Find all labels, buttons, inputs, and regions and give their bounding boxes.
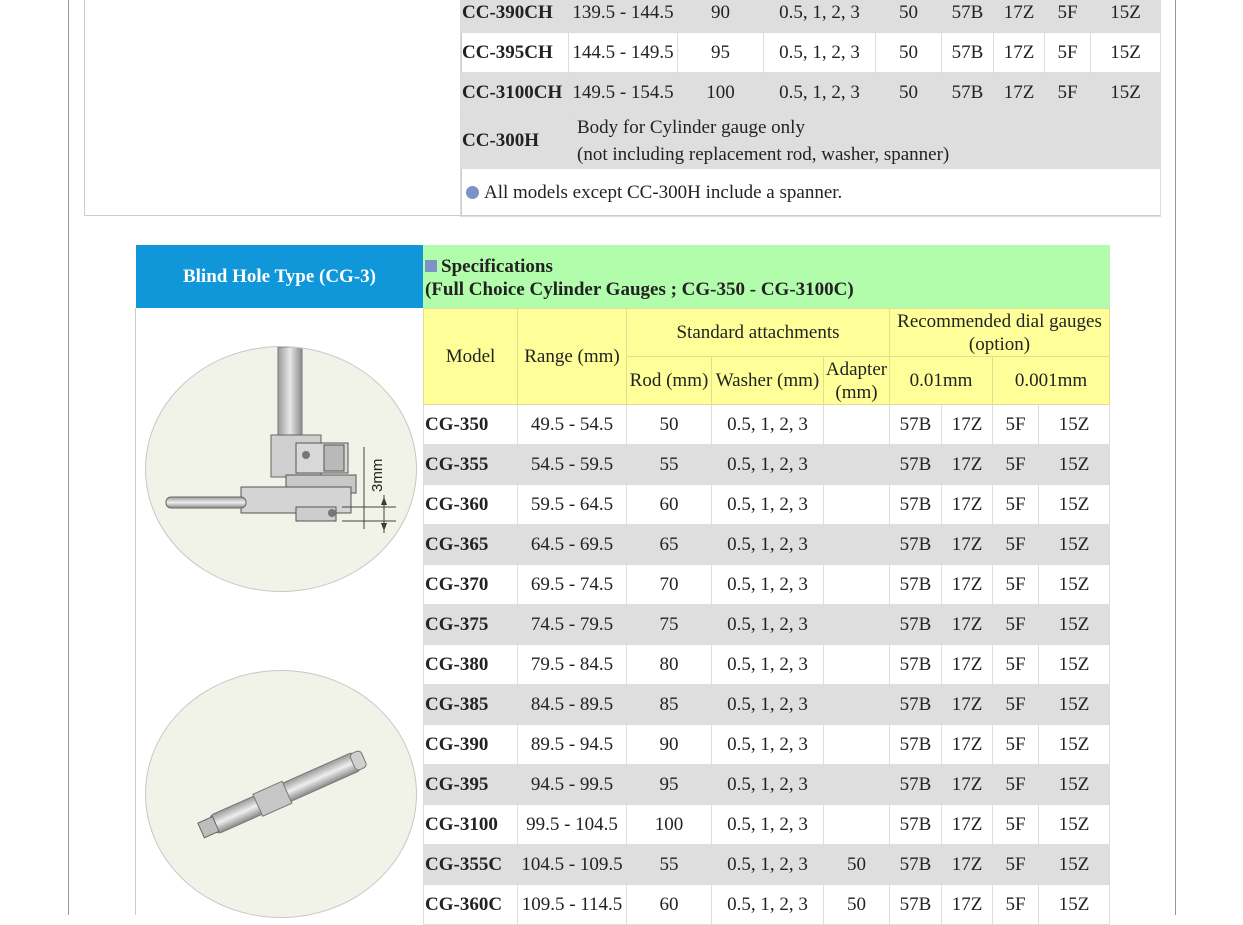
adapter-cell — [824, 525, 890, 565]
table-row — [461, 33, 1161, 73]
g3-cell: 5F — [993, 645, 1039, 685]
range-cell: 109.5 - 114.5 — [518, 885, 627, 925]
washer-cell: 0.5, 1, 2, 3 — [712, 645, 824, 685]
g3-cell: 5F — [1045, 33, 1091, 73]
adapter-cell — [824, 645, 890, 685]
g4-cell: 15Z — [1039, 525, 1110, 565]
range-cell: 89.5 - 94.5 — [518, 725, 627, 765]
specifications-header — [423, 245, 1110, 308]
g2-cell: 17Z — [942, 765, 993, 805]
range-cell: 139.5 - 144.5 — [569, 0, 678, 33]
rod-cell: 70 — [627, 565, 712, 605]
rod-cell: 95 — [627, 765, 712, 805]
g2-cell: 17Z — [942, 565, 993, 605]
range-cell: 99.5 - 104.5 — [518, 805, 627, 845]
g3-cell: 5F — [993, 485, 1039, 525]
g2-cell: 17Z — [942, 525, 993, 565]
g1-cell: 57B — [890, 885, 942, 925]
washer-cell: 0.5, 1, 2, 3 — [712, 525, 824, 565]
table-row-note — [461, 169, 1161, 217]
washer-cell: 0.5, 1, 2, 3 — [712, 885, 824, 925]
rod-cell: 100 — [678, 73, 764, 113]
g4-cell: 15Z — [1039, 845, 1110, 885]
table-row — [424, 645, 1110, 685]
rod-cell: 100 — [627, 805, 712, 845]
table-row — [424, 845, 1110, 885]
model-cell: CG-355 — [424, 445, 518, 485]
g1-cell: 57B — [890, 805, 942, 845]
table-row — [424, 605, 1110, 645]
gauge-rod-drawing — [146, 671, 417, 918]
g1-cell: 57B — [942, 73, 994, 113]
g1-cell: 57B — [890, 765, 942, 805]
adapter-cell — [824, 805, 890, 845]
g1-cell: 57B — [890, 605, 942, 645]
model-cell: CG-385 — [424, 685, 518, 725]
rod-cell: 90 — [627, 725, 712, 765]
table-row — [424, 485, 1110, 525]
adapter-cell — [824, 565, 890, 605]
g1-cell: 57B — [890, 845, 942, 885]
header-row-1 — [424, 309, 1110, 357]
table-row — [424, 765, 1110, 805]
table-row — [424, 445, 1110, 485]
g1-cell: 57B — [890, 445, 942, 485]
gauge-rod-image — [145, 670, 417, 918]
g4-cell: 15Z — [1039, 685, 1110, 725]
adapter-cell — [824, 405, 890, 445]
g1-cell: 57B — [890, 405, 942, 445]
model-cell: CG-380 — [424, 645, 518, 685]
g3-cell: 5F — [993, 765, 1039, 805]
g3-cell: 5F — [993, 405, 1039, 445]
rod-cell: 60 — [627, 885, 712, 925]
table-row — [461, 0, 1161, 33]
g2-cell: 17Z — [942, 485, 993, 525]
header-recommended-line2: (option) — [968, 333, 1031, 355]
washer-cell: 0.5, 1, 2, 3 — [712, 725, 824, 765]
range-cell: 74.5 - 79.5 — [518, 605, 627, 645]
range-cell: 54.5 - 59.5 — [518, 445, 627, 485]
g1-cell: 57B — [890, 485, 942, 525]
g2-cell: 17Z — [994, 33, 1045, 73]
g3-cell: 5F — [993, 805, 1039, 845]
g2-cell: 17Z — [942, 645, 993, 685]
range-cell: 84.5 - 89.5 — [518, 685, 627, 725]
rod-cell: 80 — [627, 645, 712, 685]
table-row — [424, 885, 1110, 925]
header-recommended — [890, 309, 1110, 357]
table-row — [424, 685, 1110, 725]
g4-cell: 15Z — [1039, 605, 1110, 645]
header-res-0001: 0.001mm — [993, 357, 1110, 405]
product-images-column — [135, 308, 423, 915]
g4-cell: 15Z — [1091, 0, 1161, 33]
gauge-head-image — [145, 346, 417, 592]
washer-cell: 0.5, 1, 2, 3 — [712, 685, 824, 725]
range-cell: 104.5 - 109.5 — [518, 845, 627, 885]
adapter-cell — [824, 725, 890, 765]
g3-cell: 5F — [993, 525, 1039, 565]
rod-cell: 95 — [678, 33, 764, 73]
table-row — [424, 725, 1110, 765]
cc-series-table — [460, 0, 1161, 217]
model-cell: CC-3100CH — [461, 73, 569, 113]
adapter-cell — [824, 605, 890, 645]
range-cell: 49.5 - 54.5 — [518, 405, 627, 445]
g2-cell: 17Z — [942, 725, 993, 765]
model-cell: CC-390CH — [461, 0, 569, 33]
adapter-cell — [824, 485, 890, 525]
table-row-body — [461, 113, 1161, 169]
adapter-cell — [824, 445, 890, 485]
g1-cell: 57B — [890, 645, 942, 685]
g4-cell: 15Z — [1039, 805, 1110, 845]
rod-cell: 55 — [627, 445, 712, 485]
adapter-cell: 50 — [824, 845, 890, 885]
range-cell: 69.5 - 74.5 — [518, 565, 627, 605]
model-cell: CG-375 — [424, 605, 518, 645]
spec-subtitle: (Full Choice Cylinder Gauges ; CG-350 - CG-3100C) — [425, 279, 854, 300]
g4-cell: 15Z — [1039, 485, 1110, 525]
g4-cell: 15Z — [1091, 33, 1161, 73]
g2-cell: 17Z — [994, 73, 1045, 113]
g3-cell: 5F — [993, 565, 1039, 605]
g2-cell: 17Z — [942, 685, 993, 725]
washer-cell: 0.5, 1, 2, 3 — [712, 485, 824, 525]
blind-hole-header — [136, 245, 423, 308]
rod-cell: 60 — [627, 485, 712, 525]
model-cell: CG-3100 — [424, 805, 518, 845]
g1-cell: 57B — [890, 725, 942, 765]
adapter-cell: 50 — [824, 885, 890, 925]
adapter-cell: 50 — [876, 0, 942, 33]
g2-cell: 17Z — [942, 445, 993, 485]
g3-cell: 5F — [993, 725, 1039, 765]
model-cell: CG-350 — [424, 405, 518, 445]
rod-cell: 55 — [627, 845, 712, 885]
header-adapter — [824, 357, 890, 405]
g4-cell: 15Z — [1039, 405, 1110, 445]
g2-cell: 17Z — [942, 805, 993, 845]
g4-cell: 15Z — [1039, 885, 1110, 925]
gauge-head-drawing — [146, 347, 417, 592]
body-desc-line2: (not including replacement rod, washer, spanner) — [577, 143, 950, 165]
header-standard-attachments: Standard attachments — [627, 309, 890, 357]
washer-cell: 0.5, 1, 2, 3 — [764, 73, 876, 113]
cg-series-table — [423, 308, 1110, 925]
g2-cell: 17Z — [942, 605, 993, 645]
g3-cell: 5F — [993, 605, 1039, 645]
washer-cell: 0.5, 1, 2, 3 — [712, 605, 824, 645]
g3-cell: 5F — [1045, 0, 1091, 33]
rod-cell: 65 — [627, 525, 712, 565]
washer-cell: 0.5, 1, 2, 3 — [764, 33, 876, 73]
header-res-001: 0.01mm — [890, 357, 993, 405]
body-description — [569, 113, 1161, 169]
header-adapter-line1: Adapter — [825, 358, 888, 380]
model-cell: CC-300H — [461, 113, 569, 169]
blind-hole-title: Blind Hole Type (CG-3) — [182, 265, 376, 287]
range-cell: 94.5 - 99.5 — [518, 765, 627, 805]
note-text: All models except CC-300H include a spanner. — [484, 181, 843, 203]
g4-cell: 15Z — [1039, 725, 1110, 765]
g3-cell: 5F — [993, 845, 1039, 885]
range-cell: 64.5 - 69.5 — [518, 525, 627, 565]
g4-cell: 15Z — [1091, 73, 1161, 113]
header-range: Range (mm) — [518, 309, 627, 405]
g3-cell: 5F — [1045, 73, 1091, 113]
adapter-cell — [824, 685, 890, 725]
g3-cell: 5F — [993, 885, 1039, 925]
table-row — [424, 805, 1110, 845]
washer-cell: 0.5, 1, 2, 3 — [712, 445, 824, 485]
washer-cell: 0.5, 1, 2, 3 — [764, 0, 876, 33]
washer-cell: 0.5, 1, 2, 3 — [712, 845, 824, 885]
header-model: Model — [424, 309, 518, 405]
g1-cell: 57B — [890, 565, 942, 605]
bullet-icon — [466, 186, 479, 199]
range-cell: 59.5 - 64.5 — [518, 485, 627, 525]
g4-cell: 15Z — [1039, 445, 1110, 485]
rod-cell: 85 — [627, 685, 712, 725]
table-row — [461, 73, 1161, 113]
g2-cell: 17Z — [942, 845, 993, 885]
adapter-cell: 50 — [876, 33, 942, 73]
rod-cell: 50 — [627, 405, 712, 445]
model-cell: CC-395CH — [461, 33, 569, 73]
spanner-note — [461, 169, 1161, 217]
g1-cell: 57B — [942, 33, 994, 73]
square-bullet-icon — [425, 260, 437, 272]
range-cell: 149.5 - 154.5 — [569, 73, 678, 113]
model-cell: CG-390 — [424, 725, 518, 765]
dimension-label: 3mm — [369, 458, 386, 492]
table-row — [424, 525, 1110, 565]
g1-cell: 57B — [890, 525, 942, 565]
rod-cell: 75 — [627, 605, 712, 645]
g1-cell: 57B — [890, 685, 942, 725]
table-row — [424, 405, 1110, 445]
washer-cell: 0.5, 1, 2, 3 — [712, 765, 824, 805]
spec-title: Specifications — [441, 256, 553, 277]
rod-cell: 90 — [678, 0, 764, 33]
model-cell: CG-370 — [424, 565, 518, 605]
washer-cell: 0.5, 1, 2, 3 — [712, 405, 824, 445]
top-left-image-cell — [85, 0, 462, 215]
g4-cell: 15Z — [1039, 645, 1110, 685]
body-desc-line1: Body for Cylinder gauge only — [577, 116, 805, 138]
washer-cell: 0.5, 1, 2, 3 — [712, 565, 824, 605]
header-washer: Washer (mm) — [712, 357, 824, 405]
model-cell: CG-360 — [424, 485, 518, 525]
model-cell: CG-365 — [424, 525, 518, 565]
g2-cell: 17Z — [994, 0, 1045, 33]
adapter-cell — [824, 765, 890, 805]
g2-cell: 17Z — [942, 885, 993, 925]
header-adapter-line2: (mm) — [835, 381, 878, 403]
model-cell: CG-395 — [424, 765, 518, 805]
g1-cell: 57B — [942, 0, 994, 33]
range-cell: 79.5 - 84.5 — [518, 645, 627, 685]
g4-cell: 15Z — [1039, 565, 1110, 605]
g3-cell: 5F — [993, 445, 1039, 485]
header-rod: Rod (mm) — [627, 357, 712, 405]
g4-cell: 15Z — [1039, 765, 1110, 805]
header-recommended-line1: Recommended dial gauges — [897, 310, 1102, 332]
washer-cell: 0.5, 1, 2, 3 — [712, 805, 824, 845]
table-row — [424, 565, 1110, 605]
adapter-cell: 50 — [876, 73, 942, 113]
g2-cell: 17Z — [942, 405, 993, 445]
model-cell: CG-355C — [424, 845, 518, 885]
model-cell: CG-360C — [424, 885, 518, 925]
range-cell: 144.5 - 149.5 — [569, 33, 678, 73]
g3-cell: 5F — [993, 685, 1039, 725]
